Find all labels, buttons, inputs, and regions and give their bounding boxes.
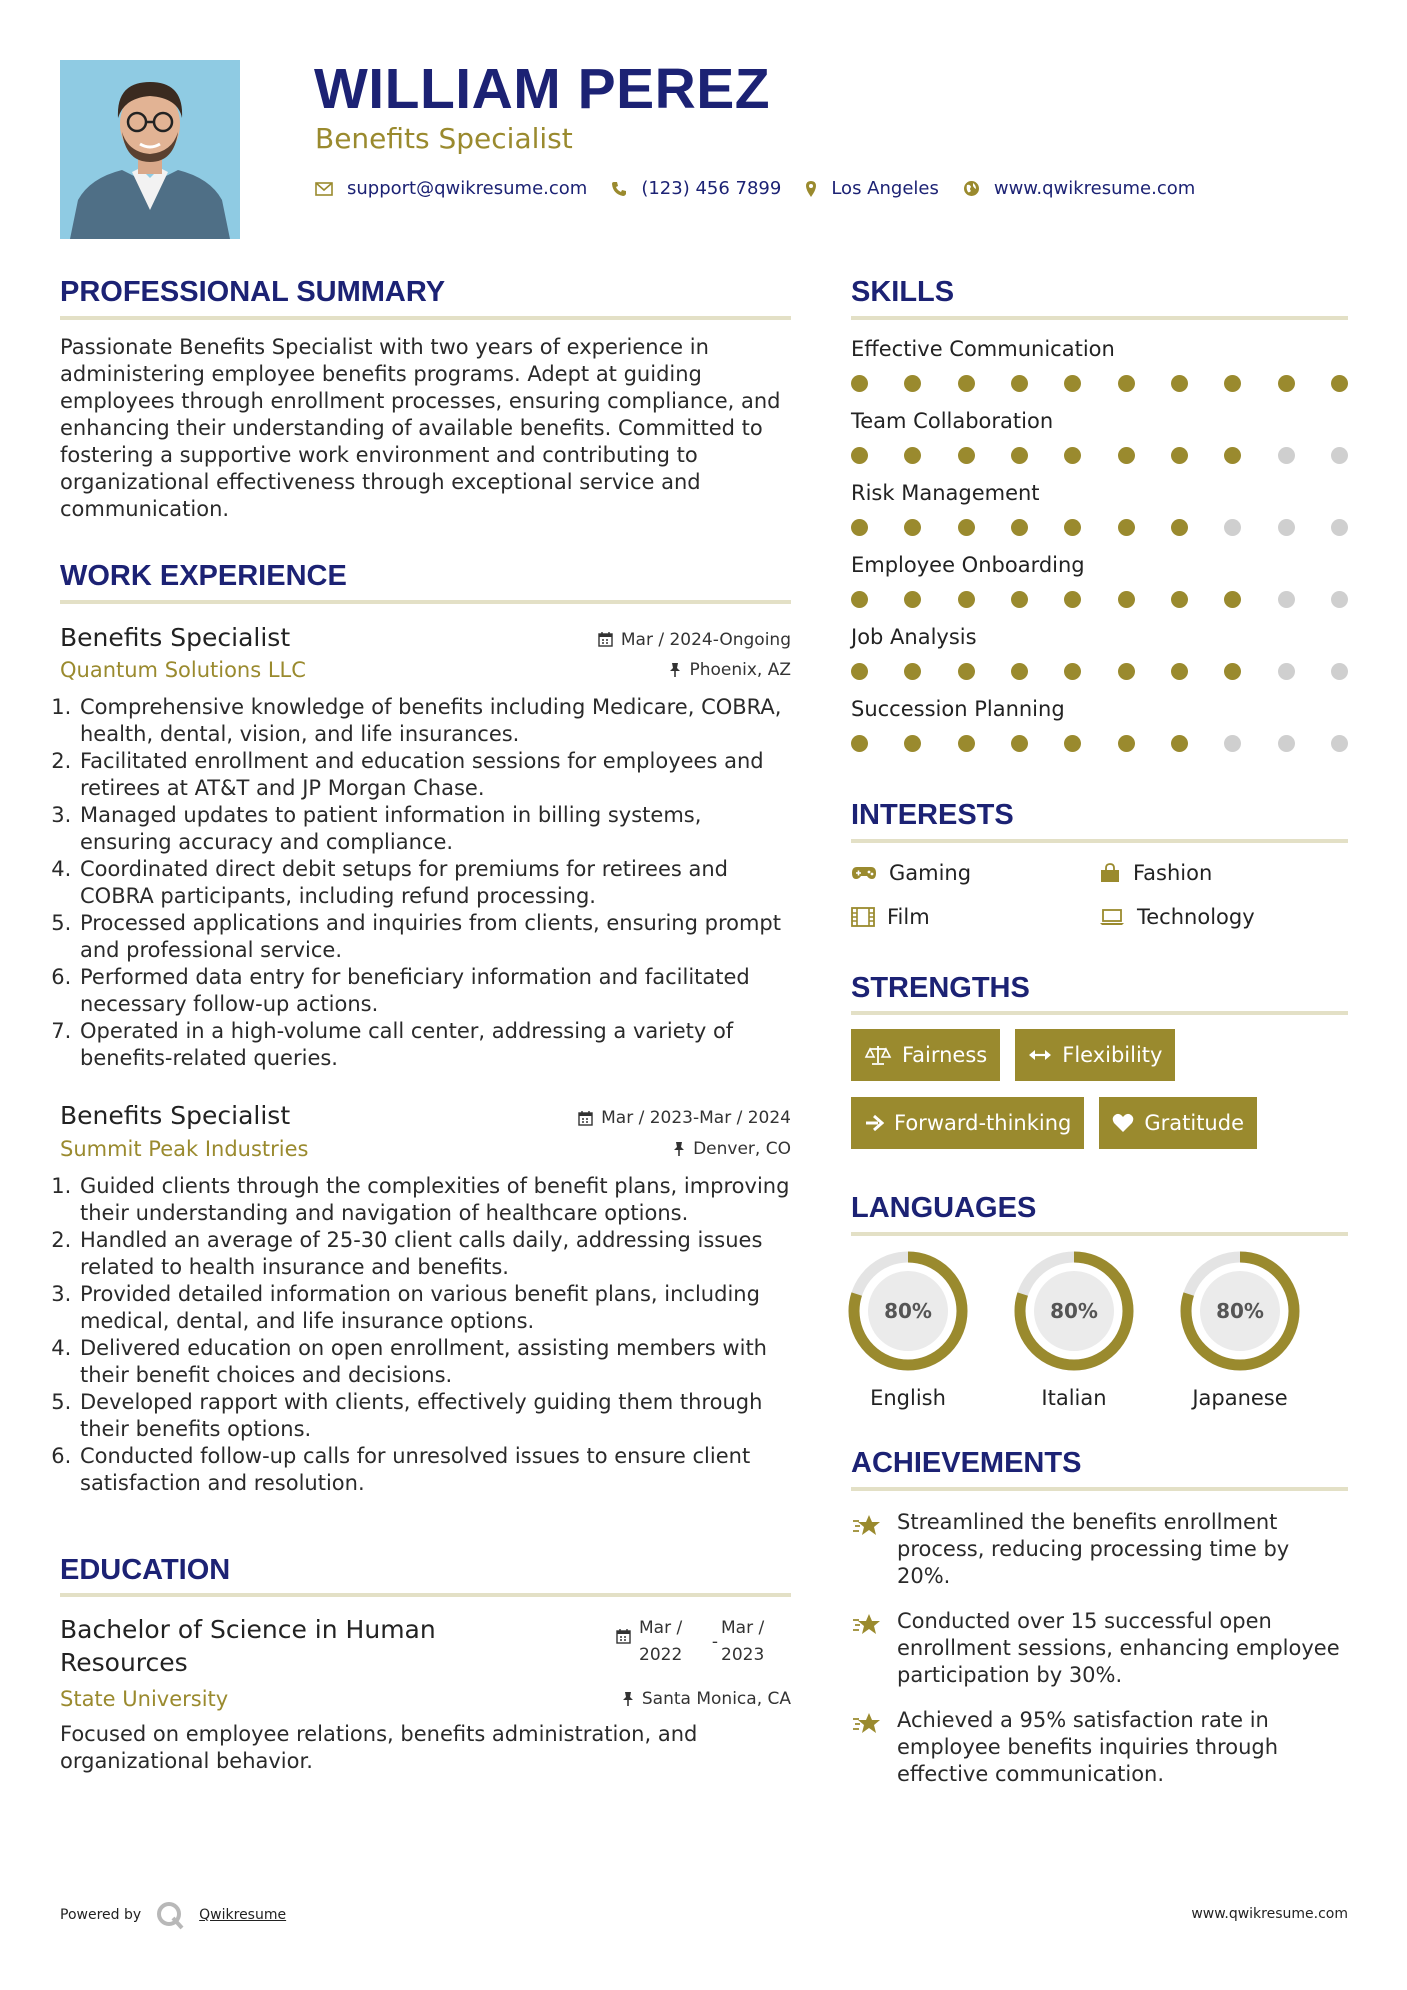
skill-item	[851, 696, 1348, 752]
skill-name: Risk Management	[851, 480, 1040, 505]
rating-dot-filled	[851, 519, 868, 536]
achievement-text: Conducted over 15 successful open enrollment sessions, enhancing employee participation by 30%.	[897, 1608, 1340, 1687]
language-percent: 80%	[884, 1299, 932, 1324]
language-gauge	[1013, 1250, 1135, 1372]
languages-list	[851, 1250, 1348, 1410]
list-item: 4. Delivered education on open enrollment, assisting members with their benefit choices and decisions.	[78, 1335, 791, 1389]
job-date	[598, 630, 791, 650]
heart-icon	[1112, 1113, 1134, 1133]
contact-location	[805, 178, 939, 199]
map-pin-icon	[805, 180, 817, 198]
pushpin-icon	[673, 1141, 685, 1157]
duty-list	[60, 1173, 791, 1497]
candidate-name: WILLIAM PEREZ	[314, 57, 771, 121]
school-location	[622, 1689, 791, 1709]
rating-dot-filled	[1011, 735, 1028, 752]
rating-dot-filled	[958, 735, 975, 752]
rating-dot-filled	[1171, 375, 1188, 392]
rating-dot-filled	[1064, 447, 1081, 464]
rating-dot-filled	[1171, 519, 1188, 536]
rating-dot-empty	[1278, 519, 1295, 536]
language-percent: 80%	[1050, 1299, 1098, 1324]
arrows-horizontal-icon	[1028, 1048, 1052, 1062]
job-date	[578, 1108, 791, 1128]
rating-dot-filled	[958, 375, 975, 392]
rating-dot-filled	[904, 735, 921, 752]
rating-dot-filled	[958, 591, 975, 608]
education-description: Focused on employee relations, benefits administration, and organizational behavior.	[60, 1722, 698, 1774]
film-icon	[851, 907, 875, 927]
contact-website[interactable]	[963, 178, 1195, 199]
laptop-icon	[1099, 908, 1125, 926]
strength-label: Fairness	[902, 1043, 988, 1068]
skills-heading: SKILLS	[851, 275, 1348, 320]
duty-list	[60, 694, 791, 1072]
rating-dot-filled	[904, 375, 921, 392]
left-column	[60, 275, 791, 1775]
rating-dot-filled	[1064, 375, 1081, 392]
achievements-list	[851, 1509, 1348, 1788]
footer-powered-by	[60, 1900, 286, 1930]
job-location-text: Phoenix, AZ	[689, 660, 791, 681]
languages-heading: LANGUAGES	[851, 1191, 1348, 1236]
interest-label: Technology	[1137, 904, 1255, 929]
skill-rating	[851, 447, 1348, 464]
contact-phone[interactable]	[611, 178, 781, 199]
rating-dot-filled	[1011, 447, 1028, 464]
brand-link[interactable]: Qwikresume	[199, 1907, 287, 1923]
summary-text: Passionate Benefits Specialist with two years of experience in administering employee benefits programs. Adept at guiding employees through enrollment processes, ensuring compliance, and enhancing their understanding of available benefits. Committed to fostering a supportive work environment and contributing to organizational effectiveness through exceptional service and communication.	[60, 334, 781, 521]
rating-dot-filled	[1118, 591, 1135, 608]
rating-dot-empty	[1278, 735, 1295, 752]
skill-item	[851, 480, 1348, 536]
interest-item	[851, 905, 1099, 929]
interests-heading: INTERESTS	[851, 798, 1348, 843]
rating-dot-filled	[1118, 375, 1135, 392]
rating-dot-filled	[958, 663, 975, 680]
rating-dot-filled	[1224, 663, 1241, 680]
balance-scale-icon	[864, 1044, 892, 1066]
language-name: Japanese	[1192, 1386, 1288, 1411]
interest-label: Gaming	[889, 860, 972, 885]
right-column	[851, 275, 1348, 1788]
skill-item	[851, 624, 1348, 680]
skill-item	[851, 336, 1348, 392]
skill-name: Team Collaboration	[851, 408, 1054, 433]
star-icon	[851, 1509, 897, 1590]
rating-dot-filled	[1224, 591, 1241, 608]
education-start: Mar / 2022	[639, 1618, 683, 1666]
rating-dot-filled	[1011, 663, 1028, 680]
rating-dot-empty	[1331, 663, 1348, 680]
list-item: 1. Guided clients through the complexities of benefit plans, improving their understanding and navigation of healthcare options.	[78, 1173, 791, 1227]
language-name: English	[870, 1386, 946, 1411]
school-location-text: Santa Monica, CA	[641, 1689, 791, 1710]
strength-label: Forward-thinking	[894, 1111, 1072, 1136]
rating-dot-filled	[904, 519, 921, 536]
interest-label: Film	[887, 904, 930, 929]
language-item	[1157, 1250, 1323, 1410]
skill-name: Succession Planning	[851, 696, 1065, 721]
skill-rating	[851, 591, 1348, 608]
strength-chip	[1015, 1029, 1175, 1081]
skills-list	[851, 336, 1348, 752]
skill-rating	[851, 375, 1348, 392]
strength-chip	[1099, 1097, 1257, 1149]
job-entry	[60, 1100, 791, 1497]
job-location	[673, 1139, 791, 1159]
interests-list	[851, 861, 1348, 929]
list-item: 5. Processed applications and inquiries from clients, ensuring prompt and professional service.	[78, 910, 791, 964]
rating-dot-filled	[1064, 735, 1081, 752]
list-item: 2. Facilitated enrollment and education sessions for employees and retirees at AT&T and JP Morgan Chase.	[78, 748, 791, 802]
skill-name: Effective Communication	[851, 336, 1115, 361]
candidate-role: Benefits Specialist	[315, 122, 573, 155]
rating-dot-empty	[1224, 519, 1241, 536]
phone-text: (123) 456 7899	[641, 178, 782, 199]
strength-chip	[851, 1097, 1084, 1149]
star-icon	[851, 1707, 897, 1788]
skill-item	[851, 552, 1348, 608]
rating-dot-filled	[1118, 735, 1135, 752]
rating-dot-filled	[1224, 375, 1241, 392]
school-name: State University	[60, 1687, 229, 1712]
contact-bar	[315, 178, 1219, 199]
rating-dot-filled	[1064, 591, 1081, 608]
shopping-bag-icon	[1099, 863, 1121, 883]
rating-dot-filled	[1011, 375, 1028, 392]
star-icon	[851, 1608, 897, 1689]
list-item: 6. Performed data entry for beneficiary information and facilitated necessary follow-up actions.	[78, 964, 791, 1018]
rating-dot-empty	[1331, 447, 1348, 464]
job-location	[669, 660, 791, 680]
calendar-icon	[616, 1629, 631, 1644]
achievement-text: Streamlined the benefits enrollment process, reducing processing time by 20%.	[897, 1509, 1290, 1588]
job-date-text: Mar / 2024-Ongoing	[620, 629, 791, 650]
language-name: Italian	[1041, 1386, 1107, 1411]
skill-name: Employee Onboarding	[851, 552, 1085, 577]
phone-icon	[611, 181, 627, 197]
rating-dot-filled	[851, 663, 868, 680]
skill-rating	[851, 735, 1348, 752]
rating-dot-filled	[904, 663, 921, 680]
contact-email[interactable]	[315, 178, 587, 199]
strength-chip	[851, 1029, 1000, 1081]
rating-dot-empty	[1331, 519, 1348, 536]
rating-dot-filled	[851, 735, 868, 752]
company-name: Summit Peak Industries	[60, 1136, 309, 1161]
language-gauge	[1179, 1250, 1301, 1372]
rating-dot-filled	[851, 591, 868, 608]
interest-item	[1099, 905, 1347, 929]
language-percent: 80%	[1216, 1299, 1264, 1324]
language-item	[825, 1250, 991, 1410]
achievements-heading: ACHIEVEMENTS	[851, 1446, 1348, 1491]
footer-website[interactable]: www.qwikresume.com	[1191, 1906, 1348, 1922]
gamepad-icon	[851, 865, 877, 881]
strength-label: Gratitude	[1144, 1111, 1244, 1136]
list-item: 4. Coordinated direct debit setups for premiums for retirees and COBRA participants, including refund processing.	[78, 856, 791, 910]
envelope-icon	[315, 182, 333, 196]
globe-icon	[963, 180, 980, 197]
rating-dot-filled	[1118, 663, 1135, 680]
skill-rating	[851, 663, 1348, 680]
calendar-icon	[578, 1111, 593, 1126]
calendar-icon	[598, 632, 613, 647]
rating-dot-filled	[851, 447, 868, 464]
summary-heading: PROFESSIONAL SUMMARY	[60, 275, 791, 320]
website-text: www.qwikresume.com	[993, 178, 1196, 199]
rating-dot-filled	[1171, 447, 1188, 464]
email-text: support@qwikresume.com	[347, 178, 588, 199]
skill-name: Job Analysis	[851, 624, 977, 649]
rating-dot-filled	[851, 375, 868, 392]
rating-dot-filled	[904, 591, 921, 608]
rating-dot-filled	[1171, 663, 1188, 680]
rating-dot-filled	[1011, 591, 1028, 608]
skill-item	[851, 408, 1348, 464]
rating-dot-filled	[1064, 663, 1081, 680]
job-date-text: Mar / 2023-Mar / 2024	[601, 1108, 791, 1129]
rating-dot-empty	[1331, 591, 1348, 608]
interest-item	[851, 861, 1099, 885]
rating-dot-empty	[1331, 735, 1348, 752]
education-heading: EDUCATION	[60, 1553, 791, 1598]
list-item	[851, 1707, 1348, 1788]
rating-dot-filled	[1224, 447, 1241, 464]
education-end: Mar / 2023	[721, 1618, 765, 1666]
rating-dot-filled	[958, 447, 975, 464]
job-location-text: Denver, CO	[693, 1138, 791, 1159]
rating-dot-filled	[958, 519, 975, 536]
strength-label: Flexibility	[1062, 1043, 1163, 1068]
rating-dot-filled	[1118, 519, 1135, 536]
language-gauge	[847, 1250, 969, 1372]
list-item: 3. Managed updates to patient information in billing systems, ensuring accuracy and compliance.	[78, 802, 791, 856]
job-title: Benefits Specialist	[60, 1101, 291, 1131]
list-item: 6. Conducted follow-up calls for unresolved issues to ensure client satisfaction and resolution.	[78, 1443, 791, 1497]
strengths-list	[851, 1029, 1348, 1165]
rating-dot-filled	[1118, 447, 1135, 464]
education-date-separator: -	[711, 1632, 719, 1653]
job-title: Benefits Specialist	[60, 622, 291, 652]
rating-dot-filled	[1331, 375, 1348, 392]
list-item: 5. Developed rapport with clients, effectively guiding them through their benefits options.	[78, 1389, 791, 1443]
list-item	[851, 1509, 1348, 1590]
rating-dot-filled	[1064, 519, 1081, 536]
interest-label: Fashion	[1133, 860, 1213, 885]
arrow-right-icon	[864, 1114, 884, 1132]
list-item: 3. Provided detailed information on various benefit plans, including medical, dental, and life insurance options.	[78, 1281, 791, 1335]
location-text: Los Angeles	[831, 178, 939, 199]
rating-dot-filled	[1278, 375, 1295, 392]
list-item: 1. Comprehensive knowledge of benefits including Medicare, COBRA, health, dental, vision, and life insurances.	[78, 694, 791, 748]
language-item	[991, 1250, 1157, 1410]
interest-item	[1099, 861, 1347, 885]
powered-by-text: Powered by	[60, 1907, 142, 1923]
rating-dot-filled	[1011, 519, 1028, 536]
rating-dot-filled	[904, 447, 921, 464]
education-dates	[616, 1615, 791, 1669]
pushpin-icon	[669, 662, 681, 678]
job-entry	[60, 622, 791, 1073]
list-item	[851, 1608, 1348, 1689]
rating-dot-filled	[1171, 591, 1188, 608]
rating-dot-empty	[1224, 735, 1241, 752]
achievement-text: Achieved a 95% satisfaction rate in employee benefits inquiries through effective communication.	[897, 1707, 1279, 1786]
pushpin-icon	[622, 1691, 634, 1707]
strengths-heading: STRENGTHS	[851, 971, 1348, 1016]
rating-dot-empty	[1278, 591, 1295, 608]
rating-dot-empty	[1278, 447, 1295, 464]
profile-photo	[60, 60, 240, 239]
rating-dot-filled	[1171, 735, 1188, 752]
qwikresume-logo-icon	[155, 1900, 185, 1930]
company-name: Quantum Solutions LLC	[60, 658, 306, 683]
degree-title: Bachelor of Science in Human Resources	[60, 1615, 436, 1678]
experience-heading: WORK EXPERIENCE	[60, 559, 791, 604]
skill-rating	[851, 519, 1348, 536]
rating-dot-empty	[1278, 663, 1295, 680]
list-item: 2. Handled an average of 25-30 client calls daily, addressing issues related to health insurance and benefits.	[78, 1227, 791, 1281]
list-item: 7. Operated in a high-volume call center, addressing a variety of benefits-related queries.	[78, 1018, 791, 1072]
